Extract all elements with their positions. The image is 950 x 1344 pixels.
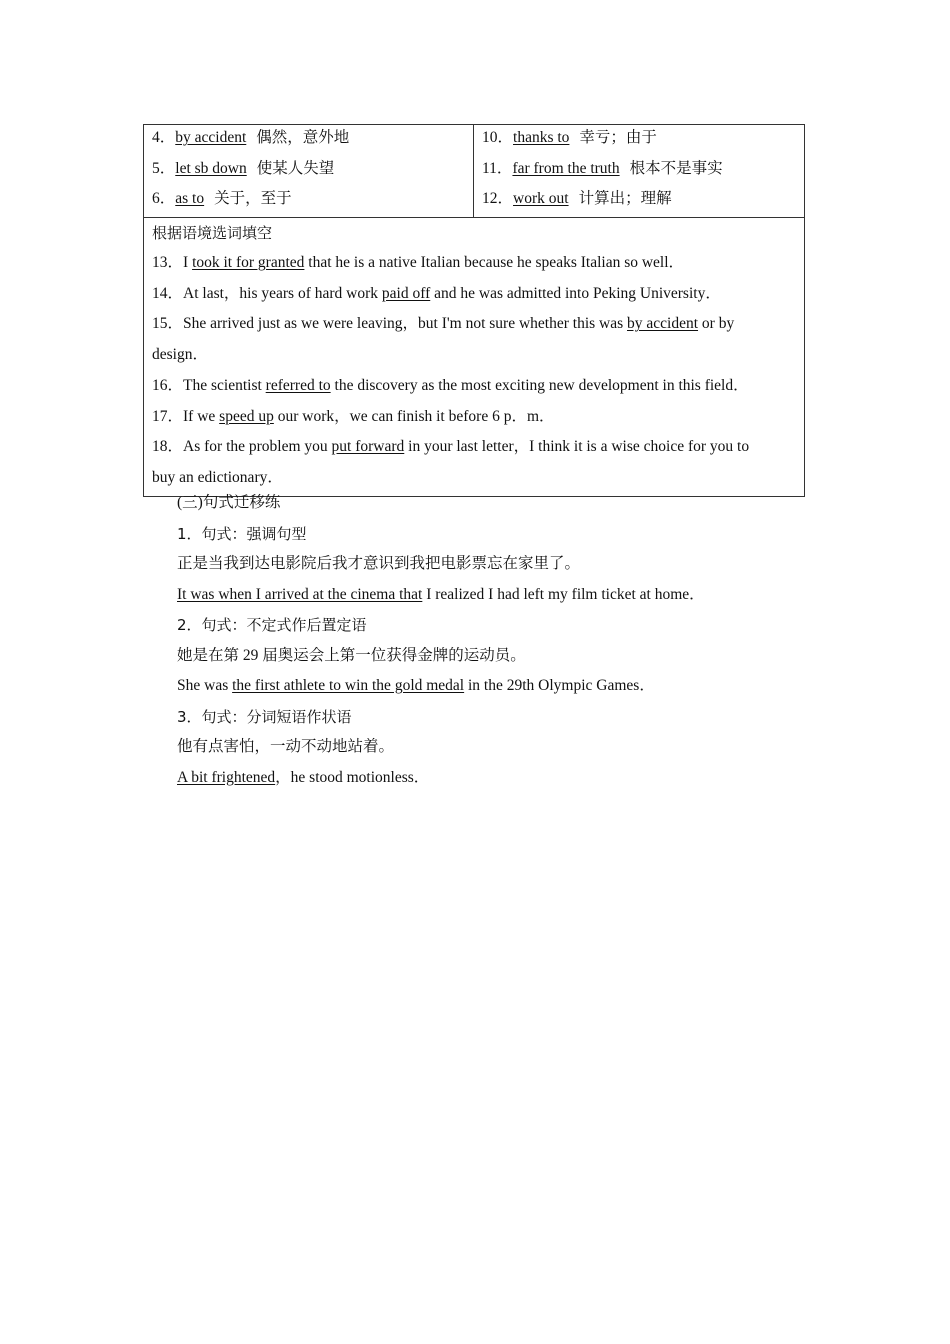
chinese-sentence: 他有点害怕，一动不动地站着。 [177, 738, 395, 755]
item-number: 6． [152, 190, 176, 208]
sentence-text: As for the problem you [183, 438, 332, 456]
item-number: 4． [152, 129, 176, 146]
fill-item [152, 309, 796, 370]
answer-phrase: by accident [627, 315, 699, 333]
sentence-text: She arrived just as we were leaving，but I'm not sure whether this was [183, 315, 628, 333]
fill-item [152, 248, 796, 279]
item-number: 16． [152, 376, 184, 394]
answer-phrase: paid off [381, 284, 431, 302]
sentence-text: or by [698, 315, 735, 333]
exercise-table [143, 124, 805, 497]
item-number: 14． [152, 284, 184, 302]
phrase-meaning: 偶然，意外地 [256, 129, 350, 146]
item-number: 10． [482, 129, 514, 146]
item-number: 11． [482, 159, 513, 177]
vocab-item [482, 156, 796, 187]
pattern-label: 3．句式：分词短语作状语 [177, 707, 352, 726]
sentence-text: design． [152, 346, 208, 364]
sentence-text: She was [177, 677, 233, 694]
phrase-meaning: 关于，至于 [214, 190, 292, 208]
fill-item [152, 432, 796, 493]
sentence-text: and he was admitted into Peking University． [430, 284, 721, 302]
chinese-sentence: 正是当我到达电影院后我才意识到我把电影票忘在家里了。 [177, 555, 581, 572]
english-sentence [177, 763, 797, 794]
fill-in-section [144, 218, 804, 496]
answer-phrase: the first athlete to win the gold medal [232, 677, 465, 694]
sentence-text: I realized I had left my film ticket at home． [422, 585, 705, 603]
answer-phrase: as to [175, 190, 205, 208]
answer-phrase: by accident [175, 129, 247, 146]
fill-item [152, 402, 796, 433]
sentence-text: in the 29th Olympic Games． [464, 677, 655, 694]
item-number: 17． [152, 407, 184, 425]
phrase-meaning: 根本不是事实 [629, 159, 723, 177]
sentence-text: buy an edictionary． [152, 468, 283, 486]
english-sentence [177, 671, 797, 702]
sentence-text: our work，we can finish it before 6 p．m． [273, 407, 555, 425]
answer-phrase: referred to [265, 376, 331, 394]
vocab-column-left [144, 125, 474, 217]
answer-phrase: let sb down [175, 159, 247, 177]
phrase-meaning: 计算出；理解 [578, 190, 672, 208]
fill-heading: 根据语境选词填空 [152, 224, 273, 243]
sentence-text: The scientist [183, 376, 266, 394]
item-number: 18． [152, 438, 184, 456]
item-number: 13． [152, 254, 184, 272]
sentence-text: If we [183, 407, 220, 425]
chinese-sentence: 她是在第 29 届奥运会上第一位获得金牌的运动员。 [177, 646, 526, 664]
sentence-pattern-section [177, 488, 797, 793]
vocab-column-right [474, 125, 804, 217]
item-number: 5． [152, 159, 176, 177]
vocab-grid [144, 125, 804, 218]
answer-phrase: far from the truth [512, 159, 620, 177]
sentence-text: At last，his years of hard work [183, 284, 382, 302]
phrase-meaning: 幸亏；由于 [579, 129, 657, 146]
pattern-label: 2．句式：不定式作后置定语 [177, 616, 367, 634]
vocab-item [152, 156, 465, 187]
item-number: 15． [152, 315, 184, 333]
vocab-item [482, 125, 796, 156]
vocab-item [152, 186, 465, 217]
fill-item [152, 279, 796, 310]
answer-phrase: A bit frightened [177, 768, 276, 786]
sentence-text: the discovery as the most exciting new development in this field． [330, 376, 749, 394]
answer-phrase: took it for granted [192, 254, 305, 272]
section-title: (三)句式迁移练 [177, 494, 281, 511]
pattern-label: 1．句式：强调句型 [177, 524, 307, 543]
sentence-text: that he is a native Italian because he speaks Italian so well． [304, 254, 685, 272]
english-sentence [177, 580, 797, 611]
vocab-item [482, 186, 796, 217]
answer-phrase: work out [513, 190, 569, 208]
answer-phrase: thanks to [513, 129, 570, 146]
vocab-item [152, 125, 465, 156]
phrase-meaning: 使某人失望 [256, 159, 335, 177]
answer-phrase: speed up [219, 407, 274, 425]
answer-phrase: put forward [331, 438, 405, 456]
fill-item [152, 371, 796, 402]
sentence-text: ，he stood motionless． [275, 768, 430, 786]
answer-phrase: It was when I arrived at the cinema that [177, 585, 423, 603]
item-number: 12． [482, 190, 514, 208]
sentence-text: in your last letter，I think it is a wise choice for you to [404, 438, 750, 456]
sentence-text: I [183, 254, 193, 272]
